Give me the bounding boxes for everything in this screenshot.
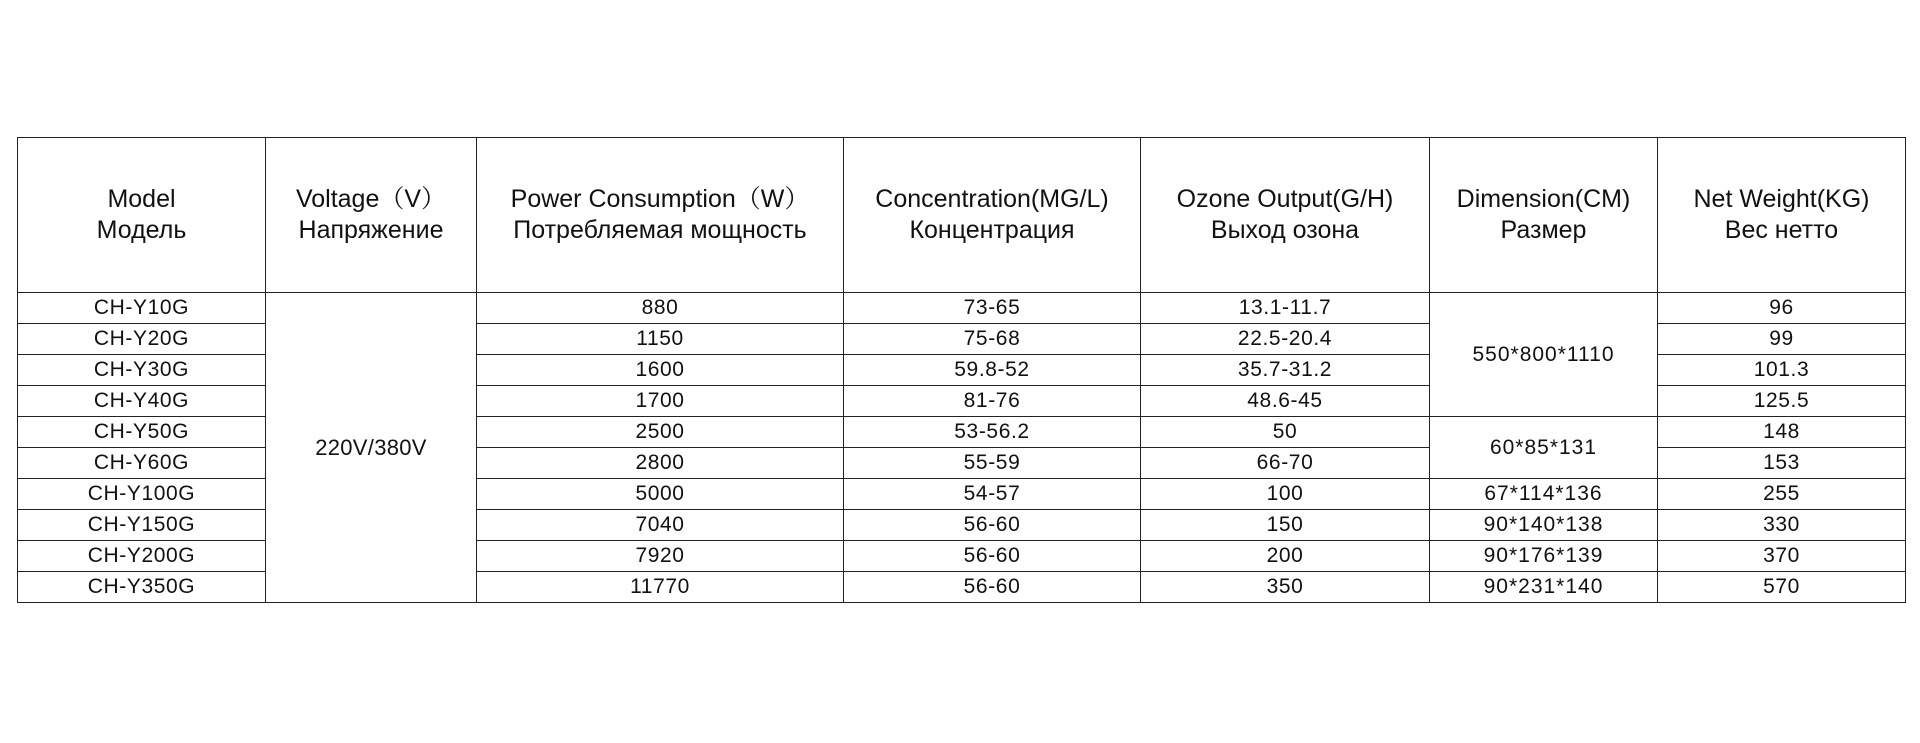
ozone-output-cell: 48.6-45 [1141, 386, 1430, 417]
header-ozone-output [1141, 138, 1430, 293]
weight-cell: 148 [1658, 417, 1906, 448]
model-cell: CH-Y30G [18, 355, 266, 386]
header-dimension-ru: Размер [1500, 216, 1587, 244]
weight-cell: 330 [1658, 510, 1906, 541]
dimension-cell: 90*176*139 [1430, 541, 1658, 572]
header-concentration-en: Concentration(MG/L) [875, 185, 1109, 213]
concentration-cell: 73-65 [844, 293, 1141, 324]
power-cell: 11770 [477, 572, 844, 603]
header-power-en: Power Consumption（W） [510, 185, 810, 213]
power-cell: 1700 [477, 386, 844, 417]
dimension-cell: 90*231*140 [1430, 572, 1658, 603]
power-cell: 7040 [477, 510, 844, 541]
table-row [18, 293, 1906, 324]
power-cell: 2500 [477, 417, 844, 448]
model-cell: CH-Y200G [18, 541, 266, 572]
dimension-group-cell: 60*85*131 [1430, 417, 1658, 479]
header-model-en: Model [107, 185, 176, 213]
ozone-output-cell: 150 [1141, 510, 1430, 541]
concentration-cell: 59.8-52 [844, 355, 1141, 386]
header-concentration-ru: Концентрация [909, 216, 1075, 244]
power-cell: 1150 [477, 324, 844, 355]
ozone-output-cell: 50 [1141, 417, 1430, 448]
header-voltage [266, 138, 477, 293]
dimension-group-cell: 550*800*1110 [1430, 293, 1658, 417]
header-net-weight [1658, 138, 1906, 293]
header-ozone-output-ru: Выход озона [1210, 216, 1360, 244]
ozone-output-cell: 100 [1141, 479, 1430, 510]
ozone-generator-spec-table [17, 137, 1906, 603]
power-cell: 1600 [477, 355, 844, 386]
header-concentration [844, 138, 1141, 293]
power-cell: 2800 [477, 448, 844, 479]
model-cell: CH-Y50G [18, 417, 266, 448]
concentration-cell: 75-68 [844, 324, 1141, 355]
header-net-weight-ru: Вес нетто [1724, 216, 1839, 244]
concentration-cell: 56-60 [844, 541, 1141, 572]
model-cell: CH-Y60G [18, 448, 266, 479]
concentration-cell: 56-60 [844, 510, 1141, 541]
ozone-output-cell: 350 [1141, 572, 1430, 603]
power-cell: 880 [477, 293, 844, 324]
weight-cell: 370 [1658, 541, 1906, 572]
weight-cell: 570 [1658, 572, 1906, 603]
concentration-cell: 56-60 [844, 572, 1141, 603]
concentration-cell: 55-59 [844, 448, 1141, 479]
dimension-cell: 67*114*136 [1430, 479, 1658, 510]
weight-cell: 255 [1658, 479, 1906, 510]
header-voltage-ru: Напряжение [298, 216, 444, 244]
header-net-weight-en: Net Weight(KG) [1693, 185, 1870, 213]
header-power [477, 138, 844, 293]
header-dimension-en: Dimension(CM) [1456, 185, 1631, 213]
concentration-cell: 54-57 [844, 479, 1141, 510]
model-cell: CH-Y10G [18, 293, 266, 324]
ozone-output-cell: 35.7-31.2 [1141, 355, 1430, 386]
concentration-cell: 53-56.2 [844, 417, 1141, 448]
header-ozone-output-en: Ozone Output(G/H) [1176, 185, 1394, 213]
ozone-output-cell: 22.5-20.4 [1141, 324, 1430, 355]
model-cell: CH-Y40G [18, 386, 266, 417]
model-cell: CH-Y350G [18, 572, 266, 603]
model-cell: CH-Y150G [18, 510, 266, 541]
weight-cell: 96 [1658, 293, 1906, 324]
header-dimension [1430, 138, 1658, 293]
weight-cell: 153 [1658, 448, 1906, 479]
header-model [18, 138, 266, 293]
weight-cell: 101.3 [1658, 355, 1906, 386]
ozone-output-cell: 66-70 [1141, 448, 1430, 479]
header-model-ru: Модель [96, 216, 187, 244]
weight-cell: 99 [1658, 324, 1906, 355]
concentration-cell: 81-76 [844, 386, 1141, 417]
ozone-output-cell: 200 [1141, 541, 1430, 572]
model-cell: CH-Y20G [18, 324, 266, 355]
model-cell: CH-Y100G [18, 479, 266, 510]
ozone-output-cell: 13.1-11.7 [1141, 293, 1430, 324]
power-cell: 5000 [477, 479, 844, 510]
header-row [18, 138, 1906, 293]
voltage-cell: 220V/380V [266, 293, 477, 603]
header-power-ru: Потребляемая мощность [513, 216, 807, 244]
header-voltage-en: Voltage（V） [295, 185, 447, 213]
weight-cell: 125.5 [1658, 386, 1906, 417]
power-cell: 7920 [477, 541, 844, 572]
dimension-cell: 90*140*138 [1430, 510, 1658, 541]
